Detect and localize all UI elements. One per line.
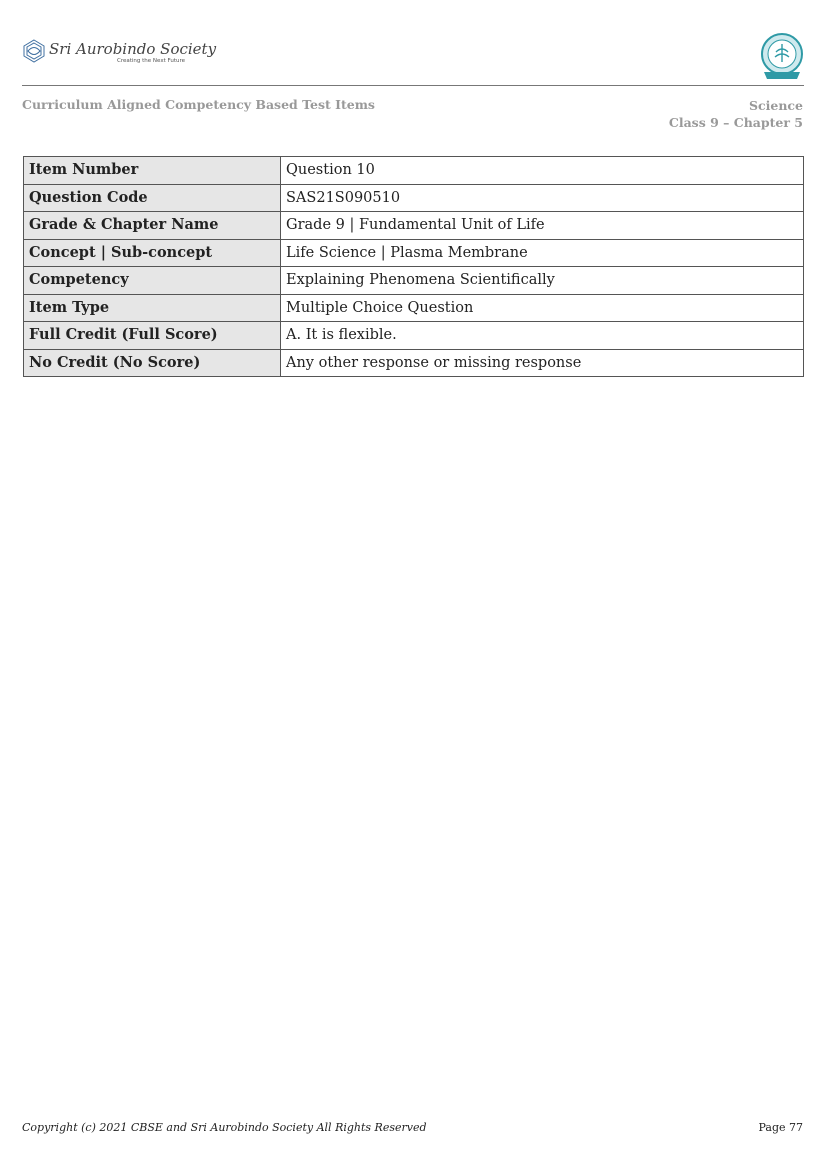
header-rule [22,85,804,86]
sri-aurobindo-society-logo [22,34,217,68]
row-value: SAS21S090510 [281,184,804,212]
page-number: Page 77 [758,1121,803,1134]
table-row [24,184,804,212]
row-label: Item Type [24,294,281,322]
item-info-table [23,156,804,377]
row-value: Life Science | Plasma Membrane [281,239,804,267]
row-value: Grade 9 | Fundamental Unit of Life [281,212,804,240]
row-value: Question 10 [281,157,804,185]
row-value: Any other response or missing response [281,349,804,377]
row-value: Multiple Choice Question [281,294,804,322]
table-row [24,157,804,185]
row-label: Competency [24,267,281,295]
row-label: Concept | Sub-concept [24,239,281,267]
row-label: No Credit (No Score) [24,349,281,377]
document-series-title: Curriculum Aligned Competency Based Test Items [22,97,375,112]
row-label: Grade & Chapter Name [24,212,281,240]
subject-label: Science [749,98,803,113]
row-label: Full Credit (Full Score) [24,322,281,350]
table-row [24,212,804,240]
logo-tagline: Creating the Next Future [117,58,185,64]
table-row [24,239,804,267]
subject-class-block [669,97,803,131]
table-row [24,349,804,377]
class-chapter-label: Class 9 – Chapter 5 [668,115,803,130]
lotus-icon [24,40,44,62]
copyright-notice: Copyright (c) 2021 CBSE and Sri Aurobindo Society All Rights Reserved [22,1121,427,1134]
logo-wordmark: Sri Aurobindo Society [49,40,217,58]
table-row [24,322,804,350]
row-value: Explaining Phenomena Scientifically [281,267,804,295]
table-row [24,294,804,322]
cbse-emblem-icon [759,32,805,84]
table-row [24,267,804,295]
row-value: A. It is flexible. [281,322,804,350]
row-label: Question Code [24,184,281,212]
row-label: Item Number [24,157,281,185]
